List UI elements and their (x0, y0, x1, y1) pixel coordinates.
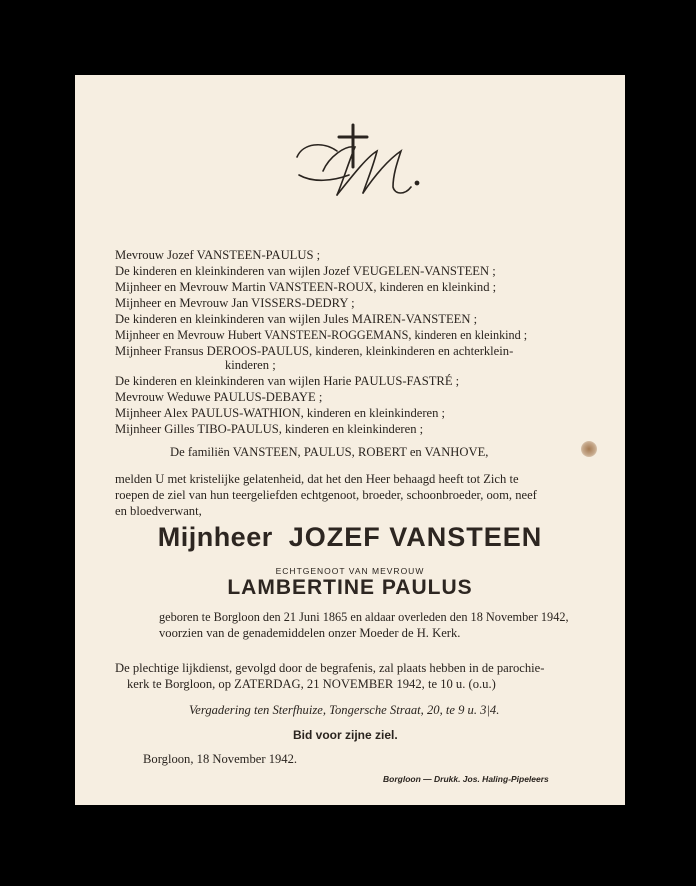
gathering-line: Vergadering ten Sterfhuize, Tongersche Straat, 20, te 9 u. 3|4. (189, 703, 500, 717)
mourner-line: De kinderen en kleinkinderen van wijlen Jules MAIREN-VANSTEEN ; (115, 312, 478, 326)
deceased-name (75, 522, 625, 552)
mourner-line: Mijnheer en Mevrouw Martin VANSTEEN-ROUX, kinderen en kleinkind ; (115, 280, 497, 294)
birth-line: geboren te Borgloon den 21 Juni 1865 en aldaar overleden den 18 November 1942, (159, 610, 569, 624)
mourner-line: Mevrouw Jozef VANSTEEN-PAULUS ; (115, 248, 321, 262)
mourner-line: Mevrouw Weduwe PAULUS-DEBAYE ; (115, 390, 323, 404)
birth-line: voorzien van de genademiddelen onzer Moeder de H. Kerk. (159, 626, 461, 640)
announcement-line: roepen de ziel van hun teergeliefden echtgenoot, broeder, schoonbroeder, oom, neef (115, 488, 537, 502)
announcement-line: en bloedverwant, (115, 504, 202, 518)
place-date-line: Borgloon, 18 November 1942. (143, 752, 298, 766)
deceased-title: Mijnheer (157, 522, 273, 552)
mourner-line: Mijnheer Alex PAULUS-WATHION, kinderen en kleinkinderen ; (115, 406, 446, 420)
memorial-card (75, 75, 625, 805)
service-line: kerk te Borgloon, op ZATERDAG, 21 NOVEMBER 1942, te 10 u. (o.u.) (127, 677, 496, 691)
mourner-line: Mijnheer Gilles TIBO-PAULUS, kinderen en kleinkinderen ; (115, 422, 424, 436)
families-line: De familiën VANSTEEN, PAULUS, ROBERT en VANHOVE, (170, 445, 489, 459)
cross-monogram-icon (293, 123, 423, 205)
mourner-line: De kinderen en kleinkinderen van wijlen Harie PAULUS-FASTRÉ ; (115, 374, 460, 388)
spouse-subtitle: ECHTGENOOT VAN MEVROUW (275, 566, 425, 576)
printer-credit: Borgloon — Drukk. Jos. Haling-Pipeleers (383, 774, 549, 784)
mourner-line: Mijnheer en Mevrouw Hubert VANSTEEN-ROGGEMANS, kinderen en kleinkind ; (115, 328, 528, 342)
mourner-line: kinderen ; (225, 358, 276, 372)
service-line: De plechtige lijkdienst, gevolgd door de begrafenis, zal plaats hebben in de parochie- (115, 661, 545, 675)
mourner-line: De kinderen en kleinkinderen van wijlen Jozef VEUGELEN-VANSTEEN ; (115, 264, 496, 278)
prayer-line: Bid voor zijne ziel. (293, 728, 398, 742)
announcement-line: melden U met kristelijke gelatenheid, dat het den Heer behaagd heeft tot Zich te (115, 472, 519, 486)
spouse-name: LAMBERTINE PAULUS (227, 576, 473, 599)
mourner-line: Mijnheer en Mevrouw Jan VISSERS-DEDRY ; (115, 296, 355, 310)
mourner-line: Mijnheer Fransus DEROOS-PAULUS, kinderen, kleinkinderen en achterklein- (115, 344, 514, 358)
deceased-full-name: JOZEF VANSTEEN (288, 522, 543, 552)
